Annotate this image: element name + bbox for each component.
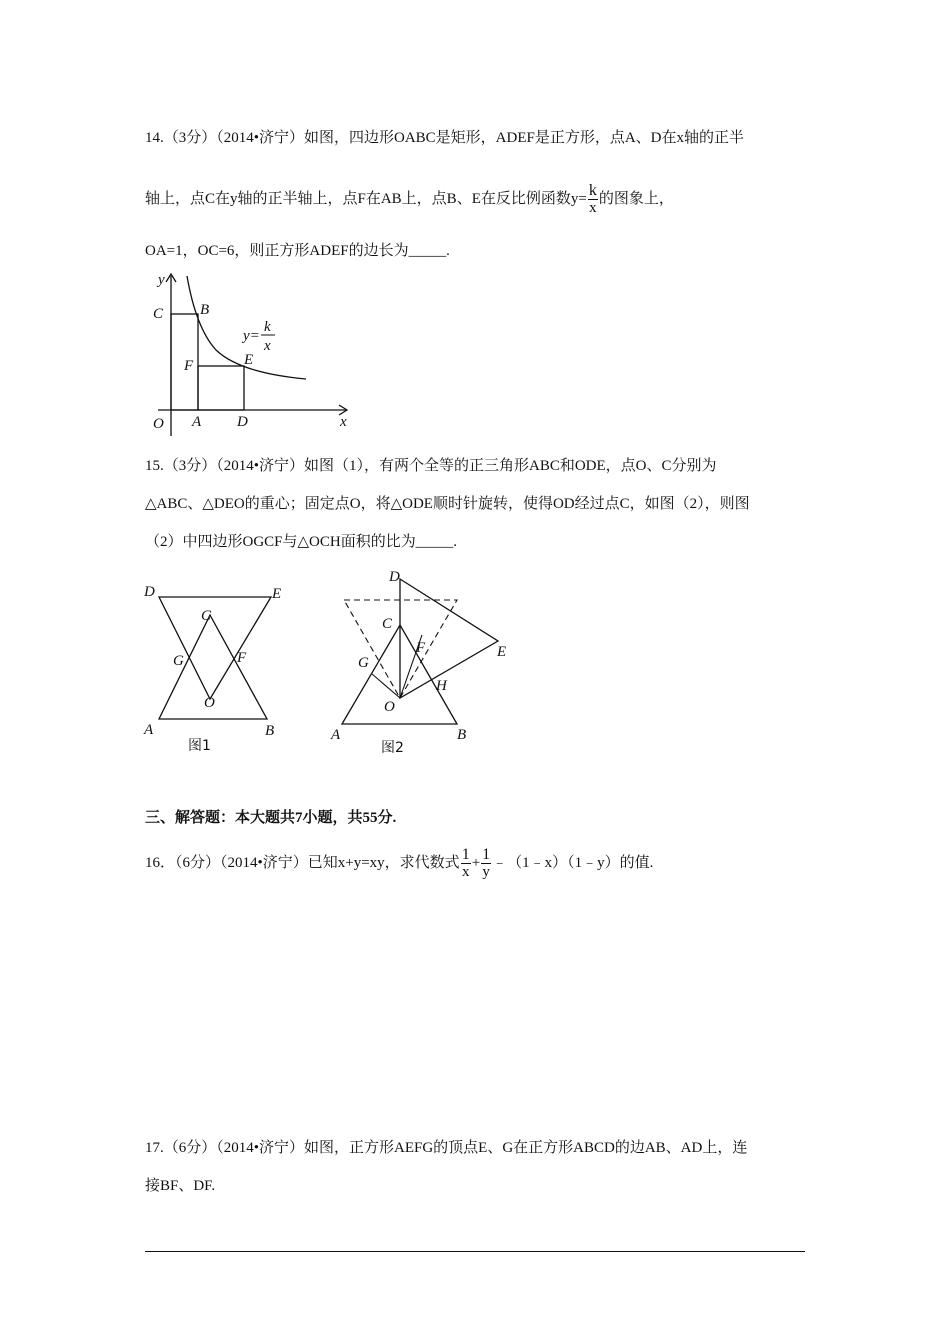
q15-line-1: 15.（3分）（2014•济宁）如图（1），有两个全等的正三角形ABC和ODE，点O、C分别为: [145, 458, 717, 474]
q17-line-1: 17.（6分）（2014•济宁）如图，正方形AEFG的顶点E、G在正方形ABCD的边AB、AD上，连: [145, 1140, 748, 1156]
fig1-label-o: O: [204, 695, 215, 711]
q16-fraction-1: [461, 846, 471, 881]
segment-og: [372, 674, 400, 698]
q14-line-1: 14.（3分）（2014•济宁）如图，四边形OABC是矩形，ADEF是正方形，点A、D在x轴的正半: [145, 130, 745, 146]
fig2-label-a: A: [331, 727, 341, 743]
label-e: E: [244, 352, 254, 368]
q16-pre: 16．（6分）（2014•济宁）已知x+y=xy，求代数式: [145, 854, 460, 871]
q14-fraction-numerator: k: [588, 182, 597, 199]
label-y: y: [158, 272, 165, 288]
q16-post: ﹣（1﹣x）（1﹣y）的值.: [492, 854, 654, 871]
func-label-num: k: [264, 319, 271, 335]
q15-line-2: △ABC、△DEO的重心；固定点O，将△ODE顺时针旋转，使得OD经过点C，如图（2），则图: [145, 496, 750, 512]
fig1-label-g: G: [173, 653, 184, 669]
fig2-label-h: H: [436, 678, 447, 694]
fig1-label-d: D: [144, 584, 155, 600]
q15-line-3: （2）中四边形OGCF与△OCH面积的比为_____.: [145, 534, 457, 550]
q14-line-3: OA=1，OC=6，则正方形ADEF的边长为_____.: [145, 243, 450, 259]
fig1-label-a: A: [144, 722, 154, 738]
fig2-label-d: D: [389, 569, 400, 585]
triangle-ode-rotated: [400, 579, 498, 698]
q16-fraction-2-numerator: 1: [482, 846, 491, 863]
fig2-caption: 图2: [381, 740, 404, 756]
q16-fraction-2: [481, 846, 491, 881]
fig2-label-g: G: [358, 655, 369, 671]
fig2-label-c: C: [382, 616, 393, 632]
fig1-label-b: B: [265, 723, 275, 739]
square-adef: [198, 366, 244, 410]
q14-fraction-denominator: x: [589, 200, 597, 216]
fig1-caption: 图1: [188, 738, 211, 754]
q14-figure: [140, 268, 360, 440]
label-d: D: [237, 414, 248, 430]
fig2-label-e: E: [497, 644, 507, 660]
q16-fraction-1-numerator: 1: [461, 846, 470, 863]
q16-plus: +: [471, 854, 481, 871]
q16-fraction-2-denominator: y: [482, 864, 490, 880]
q16-fraction-1-denominator: x: [461, 864, 470, 880]
section-3-heading: 三、解答题：本大题共7小题，共55分.: [145, 810, 397, 826]
q15-figure-2: [325, 562, 525, 762]
fig1-label-e: E: [272, 586, 282, 602]
fig2-label-f: F: [416, 640, 426, 656]
q17-line-2: 接BF、DF.: [145, 1178, 216, 1194]
label-c: C: [153, 306, 164, 322]
label-b: B: [200, 302, 210, 318]
label-a: A: [192, 414, 202, 430]
label-o: O: [153, 416, 164, 432]
func-label-pre: y=: [243, 328, 260, 344]
q14-fraction: [588, 182, 598, 217]
q16-line: [145, 846, 653, 881]
footer-rule: [145, 1251, 805, 1252]
fig1-label-f: F: [237, 650, 247, 666]
q14-line-2-post: 的图象上，: [598, 190, 674, 207]
label-x: x: [340, 414, 347, 430]
fig1-label-c: C: [201, 608, 212, 624]
fig2-label-b: B: [457, 727, 467, 743]
q14-line-2: [145, 182, 674, 217]
q14-line-2-pre: 轴上，点C在y轴的正半轴上，点F在AB上，点B、E在反比例函数y=: [145, 190, 587, 207]
fig2-label-o: O: [384, 699, 395, 715]
label-f: F: [184, 358, 194, 374]
q15-figure-1: [140, 578, 290, 760]
func-label-den: x: [264, 338, 271, 354]
